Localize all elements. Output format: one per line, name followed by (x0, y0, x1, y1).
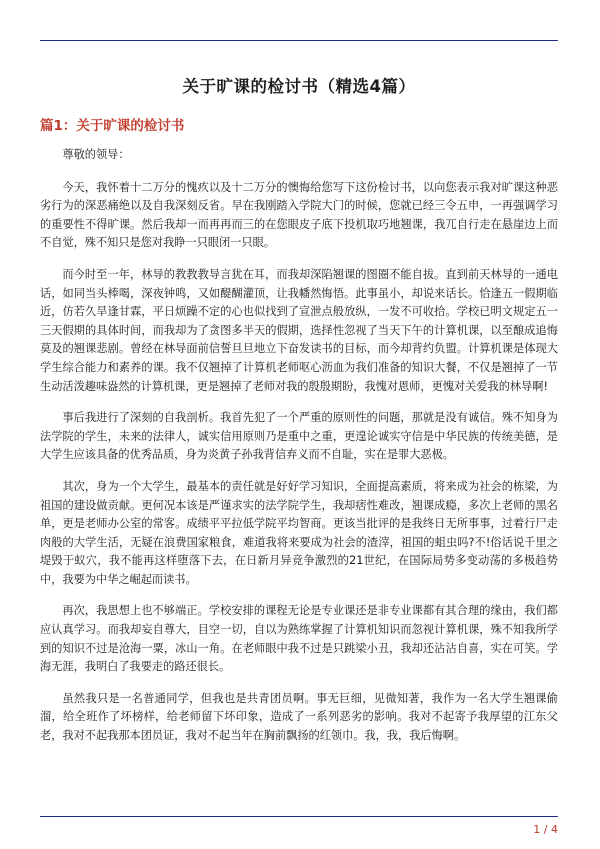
body-paragraph: 虽然我只是一名普通同学，但我也是共青团员啊。事无巨细，见微知著，我作为一名大学生翘课偷溜，给全班作了坏榜样，给老师留下坏印象，造成了一系列恶劣的影响。我对不起寄予我厚望的江东父老，我对不起我那本团员证，我对不起当年在胸前飘扬的红领巾。我，我，我后悔啊。 (40, 691, 558, 743)
document-title: 关于旷课的检讨书（精选4篇） (182, 77, 416, 96)
body-paragraph: 事后我进行了深刻的自我剖析。我首先犯了一个严重的原则性的问题，那就是没有诚信。殊不知身为法学院的学生，未来的法律人，诚实信用原则乃是重中之重，更遑论诚实守信是中华民族的传统美德，是大学生应该具备的优秀品质，身为炎黄子孙我背信弃义而不自耻，实在是罪大恶极。 (40, 411, 558, 462)
body-paragraph: 其次，身为一个大学生，最基本的责任就是好好学习知识，全面提高素质，将来成为社会的栋梁，为祖国的建设做贡献。更何况本该是严谨求实的法学院学生，我却痞性难改，翘课成瘾，多次上老师的黑名单，更是老师办公室的常客。成绩平平拉低学院平均智商。更该当批评的是我终日无所事事，过着行尸走肉般的大学生活，无疑在浪费国家粮食，难道我将来要成为社会的渣滓，祖国的蛆虫吗?不!俗话说千里之堤毁于蚁穴，我不能再这样堕落下去，在日新月异竞争激烈的21世纪，在国际局势多变动荡的多极趋势中，我要为中华之崛起而读书。 (40, 479, 558, 586)
greeting: 尊敬的领导： (62, 148, 130, 161)
footer-rule (40, 816, 558, 817)
document-body (40, 146, 558, 759)
header-rule (40, 40, 558, 41)
section-heading: 篇1：关于旷课的检讨书 (40, 118, 185, 134)
page-indicator: 1 / 4 (533, 823, 558, 836)
body-paragraph: 今天，我怀着十二万分的愧疚以及十二万分的懊悔给您写下这份检讨书，以向您表示我对旷课这种恶劣行为的深恶痛绝以及自我深刻反省。早在我刚踏入学院大门的时候，您就已经三令五申，一再强调学习的重要性不得旷课。然后我却一而再再而三的在您眼皮子底下投机取巧地翘课，我兀自行走在悬崖边上而不自觉，殊不知只是您对我睁一只眼闭一只眼。 (40, 180, 558, 250)
body-paragraph: 再次，我思想上也不够端正。学校安排的课程无论是专业课还是非专业课都有其合理的缘由，我们都应认真学习。而我却妄自尊大，目空一切，自以为熟练掌握了计算机知识而忽视计算机课，殊不知我所学到的知识不过是沧海一粟，冰山一角。在老师眼中我不过是只跳梁小丑，我却还沾沾自喜，实在可笑。学海无涯，我明白了我要走的路还很长。 (40, 604, 558, 674)
body-paragraph: 而今时至一年，林导的教教教导言犹在耳，而我却深陷翘课的图圈不能自拔。直到前天林导的一通电话，如同当头棒喝，深夜钟鸣，又如醍醐灌顶，让我幡然悔悟。此事虽小，却说来话长。恰逢五一假期临近，仿若久旱逢甘霖，平日烦躁不定的心也似找到了宣泄点般放纵，一发不可收拾。学校已明文规定五一三天假期的具体时间，而我却为了贪图多半天的假期，选择性忽视了当天下午的计算机课，以至酿成追悔莫及的翘课悲剧。曾经在林导面前信誓旦旦地立下奋发读书的目标，而今却背约负盟。计算机课是体现大学生综合能力和素养的课。我不仅翘掉了计算机老师呕心沥血为我们准备的知识大餐，不仅是翘掉了一节生动活泼趣味盎然的计算机课，更是翘掉了老师对我的殷殷期盼，我愧对恩师，更愧对关爱我的林导啊! (40, 267, 558, 393)
